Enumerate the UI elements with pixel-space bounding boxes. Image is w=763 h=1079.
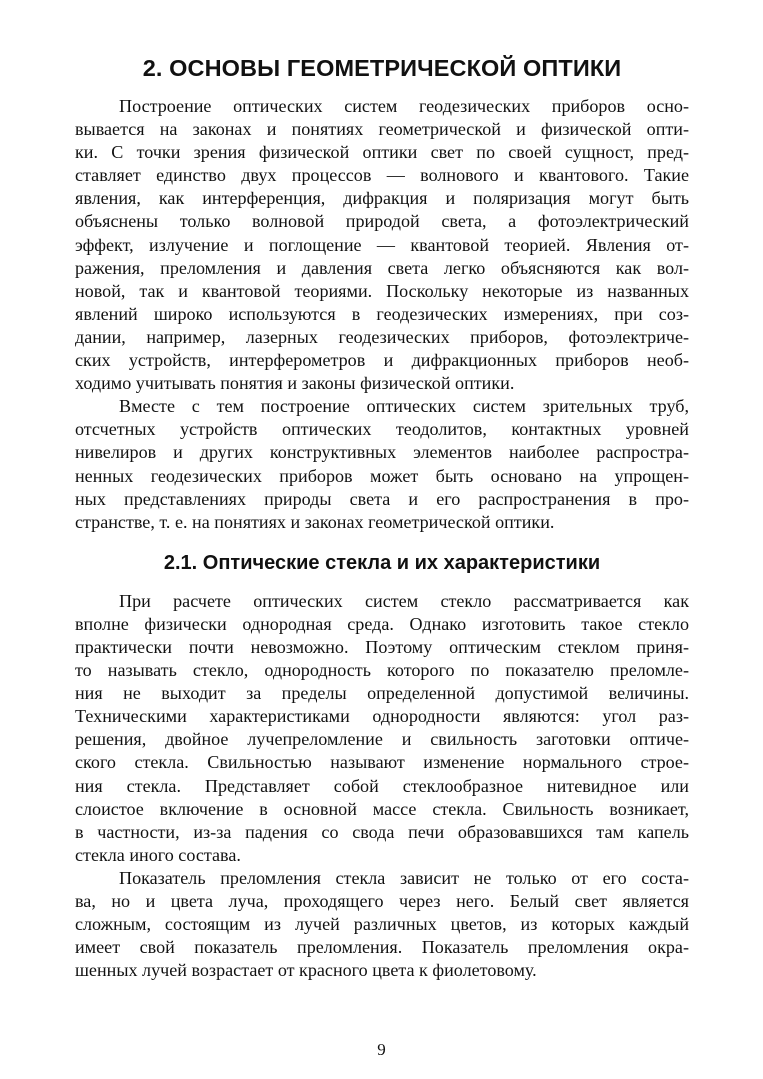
text-line: ва, но и цвета луча, проходящего через него. Белый свет является <box>75 891 689 911</box>
text-line: явлений широко используются в геодезических измерениях, при соз- <box>75 303 689 324</box>
text-line: ки. С точки зрения физической оптики свет по своей сущност, пред- <box>75 142 689 163</box>
text-line: дании, например, лазерных геодезических приборов, фотоэлектриче- <box>75 326 689 347</box>
text-line: то называть стекло, однородность которого по показателю преломле- <box>75 660 689 681</box>
chapter-title: 2. ОСНОВЫ ГЕОМЕТРИЧЕСКОЙ ОПТИКИ <box>142 55 622 81</box>
text-line: Техническими характеристиками однородности являются: угол раз- <box>75 706 689 727</box>
paragraph <box>75 590 689 867</box>
text-line: ния стекла. Представляет собой стеклообразное нитевидное или <box>75 775 689 796</box>
text-line: ходимо учитывать понятия и законы физической оптики. <box>75 373 515 394</box>
text-line: Вместе с тем построение оптических систем зрительных труб, <box>119 396 689 417</box>
text-line: практически почти невозможно. Поэтому оптическим стеклом приня- <box>75 636 689 657</box>
text-line: ных представлениях природы света и его распространения в про- <box>75 488 689 509</box>
paragraph <box>75 395 689 534</box>
text-line: явления, как интерференция, дифракция и поляризация могут быть <box>75 188 689 209</box>
text-line: имеет свой показатель преломления. Показатель преломления окра- <box>75 937 689 958</box>
text-line: отсчетных устройств оптических теодолитов, контактных уровней <box>75 419 689 440</box>
text-line: ских устройств, интерферометров и дифракционных приборов необ- <box>75 350 689 371</box>
text-line: сложным, состоящим из лучей различных цветов, из которых каждый <box>75 914 689 935</box>
text-line: ского стекла. Свильностью называют изменение нормального строе- <box>75 752 689 773</box>
text-line: вполне физически однородная среда. Однако изготовить такое стекло <box>75 613 689 634</box>
text-line: шенных лучей возрастает от красного цвета к фиолетовому. <box>75 960 537 981</box>
intro-paragraphs <box>75 95 689 534</box>
text-line: новой, так и квантовой теориями. Поскольку некоторые из названных <box>75 280 689 301</box>
text-line: объяснены только волновой природой света, а фотоэлектрический <box>75 211 689 232</box>
page-number: 9 <box>377 1040 386 1059</box>
text-line: При расчете оптических систем стекло рассматривается как <box>119 590 689 611</box>
section-title: 2.1. Оптические стекла и их характеристики <box>163 551 601 574</box>
text-line: нивелиров и других конструктивных элементов наиболее распростра- <box>75 442 689 463</box>
text-line: слоистое включение в основной массе стекла. Свильность возникает, <box>75 798 689 819</box>
text-line: решения, двойное лучепреломление и свильность заготовки оптиче- <box>75 729 689 750</box>
text-line: ражения, преломления и давления света легко объясняются как вол- <box>75 257 689 278</box>
text-line: вывается на законах и понятиях геометрической и физической опти- <box>75 119 689 140</box>
text-line: странстве, т. е. на понятиях и законах геометрической оптики. <box>75 511 555 532</box>
paragraph <box>75 95 689 395</box>
text-line: стекла иного состава. <box>75 844 241 865</box>
text-line: ненных геодезических приборов может быть основано на упрощен- <box>75 465 689 486</box>
text-line: ставляет единство двух процессов — волнового и квантового. Такие <box>75 165 689 186</box>
paragraph <box>75 867 689 982</box>
text-line: ния не выходит за пределы определенной допустимой величины. <box>75 683 689 704</box>
section-paragraphs <box>75 590 689 983</box>
text-line: Показатель преломления стекла зависит не только от его соста- <box>119 867 689 888</box>
text-line: Построение оптических систем геодезических приборов осно- <box>119 96 689 116</box>
text-line: в частности, из-за падения со свода печи образовавшихся там капель <box>75 821 689 842</box>
page-content <box>75 52 689 982</box>
text-line: эффект, излучение и поглощение — квантовой теорией. Явления от- <box>75 234 689 255</box>
